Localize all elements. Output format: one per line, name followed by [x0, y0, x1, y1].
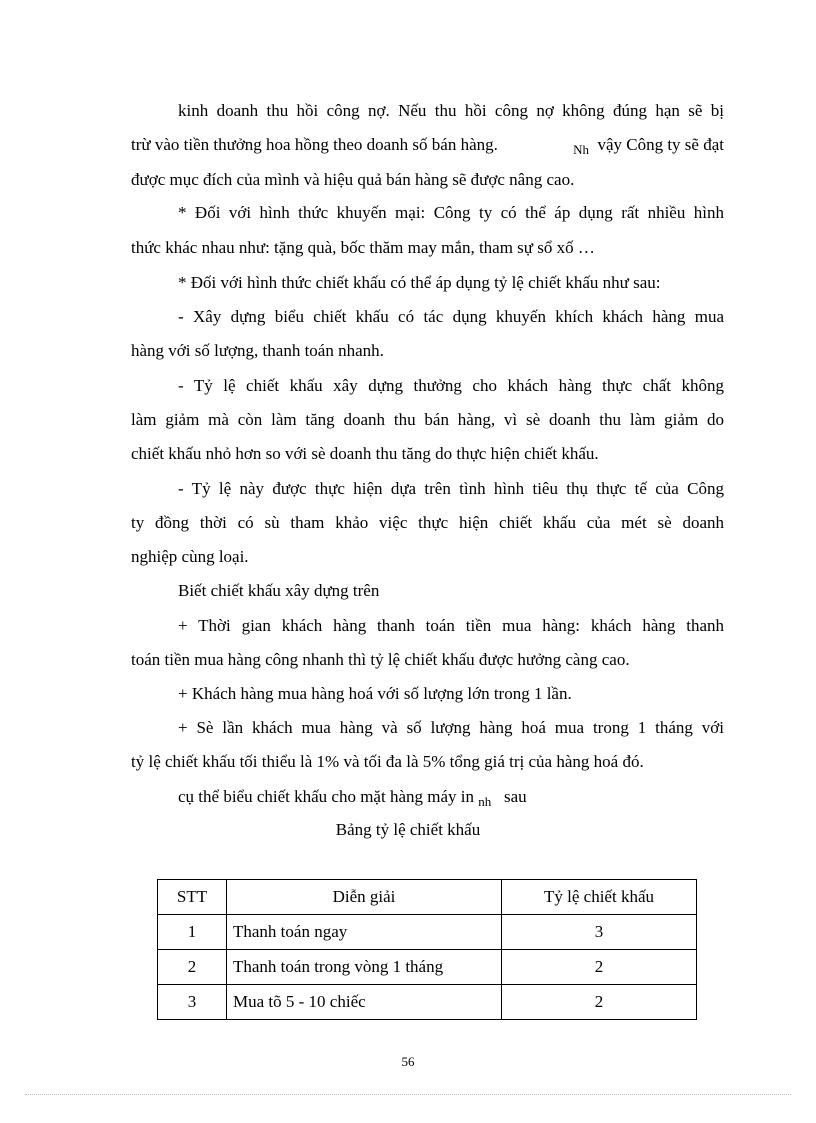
page-number: 56: [401, 1054, 415, 1069]
paragraph-line: [178, 787, 527, 808]
cell-stt: 2: [158, 950, 227, 985]
paragraph-line: được mục đích của mình và hiệu quả bán hàng sẽ được nâng cao.: [131, 170, 575, 189]
paragraph-line: làm giảm mà còn làm tăng doanh thu bán hàng, vì sè doanh thu làm giảm do: [131, 410, 724, 429]
paragraph-line: Biết chiết khấu xây dựng trên: [178, 581, 380, 600]
text-fragment: sau: [504, 787, 527, 806]
paragraph-line: hàng với số lượng, thanh toán nhanh.: [131, 341, 384, 360]
cell-rate: 3: [502, 915, 697, 950]
footer-divider: [25, 1094, 791, 1095]
text-fragment: cụ thể biểu chiết khấu cho mặt hàng máy in: [178, 787, 474, 806]
paragraph-line: - Xây dựng biểu chiết khấu có tác dụng khuyến khích khách hàng mua: [178, 307, 724, 326]
table-header-row: [158, 880, 697, 915]
paragraph-line: nghiệp cùng loại.: [131, 547, 249, 566]
cell-description: Thanh toán trong vòng 1 tháng: [227, 950, 502, 985]
header-description: Diễn giải: [227, 880, 502, 915]
paragraph-line: chiết khấu nhỏ hơn so với sè doanh thu tăng do thực hiện chiết khấu.: [131, 444, 599, 463]
paragraph-line: + Sè lần khách mua hàng và số lượng hàng hoá mua trong 1 tháng với: [178, 718, 724, 737]
header-rate: Tỷ lệ chiết khấu: [502, 880, 697, 915]
paragraph-line: + Khách hàng mua hàng hoá với số lượng lớn trong 1 lần.: [178, 684, 572, 703]
cell-description: Mua tõ 5 - 10 chiếc: [227, 985, 502, 1020]
cell-description: Thanh toán ngay: [227, 915, 502, 950]
paragraph-line: * Đối với hình thức khuyến mại: Công ty có thể áp dụng rất nhiều hình: [178, 203, 724, 222]
paragraph-line: tỷ lệ chiết khấu tối thiểu là 1% và tối đa là 5% tổng giá trị của hàng hoá đó.: [131, 752, 644, 771]
subscript-fragment: nh: [478, 794, 492, 809]
text-fragment: [573, 135, 724, 156]
paragraph-line: thức khác nhau như: tặng quà, bốc thăm may mắn, tham sự sổ xố …: [131, 238, 595, 257]
cell-rate: 2: [502, 950, 697, 985]
paragraph-line: - Tỷ lệ chiết khấu xây dựng thưởng cho khách hàng thực chất không: [178, 376, 724, 395]
paragraph-line: + Thời gian khách hàng thanh toán tiền mua hàng: khách hàng thanh: [178, 616, 724, 635]
paragraph-line: ty đồng thời có sù tham khảo việc thực hiện chiết khấu của mét sè doanh: [131, 513, 724, 532]
text-fragment: vậy Công ty sẽ đạt: [597, 135, 724, 154]
cell-stt: 3: [158, 985, 227, 1020]
cell-stt: 1: [158, 915, 227, 950]
paragraph-line: - Tỷ lệ này được thực hiện dựa trên tình hình tiêu thụ thực tế của Công: [178, 479, 724, 498]
table-row: [158, 950, 697, 985]
table-row: [158, 985, 697, 1020]
cell-rate: 2: [502, 985, 697, 1020]
paragraph-line: * Đối với hình thức chiết khấu có thể áp dụng tỷ lệ chiết khấu như sau:: [178, 273, 661, 292]
header-stt: STT: [158, 880, 227, 915]
paragraph-line: toán tiền mua hàng công nhanh thì tỷ lệ chiết khấu được hưởng càng cao.: [131, 650, 630, 669]
discount-table: [157, 879, 697, 1020]
paragraph-line: kinh doanh thu hồi công nợ. Nếu thu hồi công nợ không đúng hạn sẽ bị: [178, 101, 724, 120]
table-title: Bảng tỷ lệ chiết khấu: [335, 820, 481, 839]
subscript-fragment: Nh: [573, 142, 589, 157]
table-row: [158, 915, 697, 950]
paragraph-line: [131, 135, 724, 156]
text-fragment: trừ vào tiền thưởng hoa hồng theo doanh số bán hàng.: [131, 135, 498, 154]
